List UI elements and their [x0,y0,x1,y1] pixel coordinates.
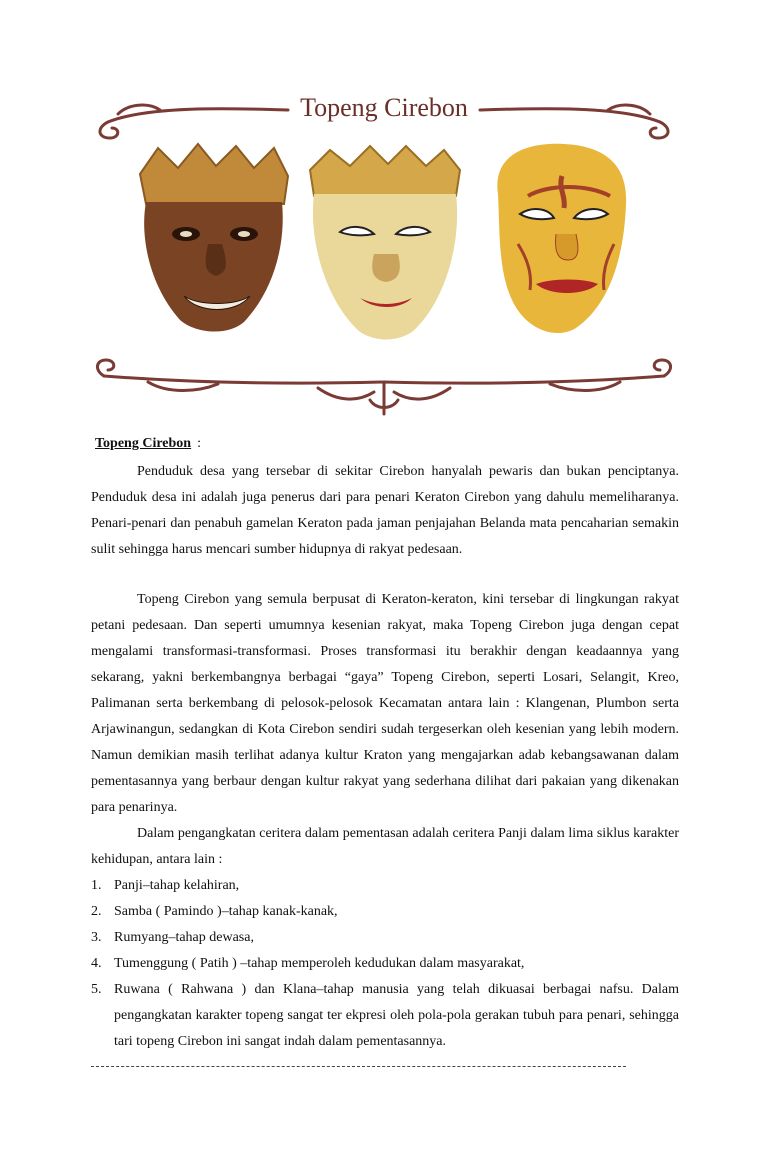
list-item [91,977,679,1055]
cream-mask [310,146,460,340]
section-title: Topeng Cirebon [95,436,192,451]
list-number: 5. [91,982,102,997]
paragraph-2: Topeng Cirebon yang semula berpusat di Keraton-keraton, kini tersebar di lingkungan rakyat petani pedesaan. Dan seperti umumnya kesenian rakyat, maka Topeng Cirebon juga dengan cepat mengalami transformasi-transformasi. Proses transformasi itu berakhir dengan keadaannya yang sekarang, yakni berkembangnya berbagai “gaya” Topeng Cirebon, seperti Losari, Selangit, Kreo, Palimanan serta berkembang di pelosok-pelosok Kecamatan antara lain : Klangenan, Plumbon serta Arjawinangun, sedangkan di Kota Cirebon sendiri sudah tergeserkan oleh kesenian yang lebih modern. Namun demikian masih terlihat adanya kultur Kraton yang mengajarkan adab kebangsawanan dalam pementasannya yang berbaur dengan kultur rakyat yang sederhana dilihat dari pakaian yang dikenakan para penarinya. [91,592,679,815]
body-text [91,459,679,1055]
list-text: Rumyang–tahap dewasa, [114,930,254,945]
section-heading [95,436,201,452]
list-text: Ruwana ( Rahwana ) dan Klana–tahap manusia yang telah dikuasai berbagai nafsu. Dalam pengangkatan karakter topeng sangat ter ekpresi oleh pola-pola gerakan tubuh para penari, sehingga tari topeng Cirebon ini sangat indah dalam pementasannya. [114,982,679,1049]
list-item [91,925,679,951]
section-colon: : [197,436,201,451]
topeng-banner [88,84,680,429]
paragraph-spacer [91,563,679,587]
list-number: 1. [91,878,102,893]
list-text: Tumenggung ( Patih ) –tahap memperoleh kedudukan dalam masyarakat, [114,956,525,971]
list-item [91,873,679,899]
list-number: 3. [91,930,102,945]
list-number: 4. [91,956,102,971]
character-list [91,873,679,1055]
list-text: Panji–tahap kelahiran, [114,878,240,893]
banner-title: Topeng Cirebon [300,93,468,122]
paragraph-3: Dalam pengangkatan ceritera dalam pementasan adalah ceritera Panji dalam lima siklus karakter kehidupan, antara lain : [91,826,679,867]
dashed-divider [91,1066,626,1067]
list-number: 2. [91,904,102,919]
paragraph-1: Penduduk desa yang tersebar di sekitar Cirebon hanyalah pewaris dan bukan penciptanya. Penduduk desa ini adalah juga penerus dari para penari Keraton Cirebon yang dahulu memeliharanya. Penari-penari dan penabuh gamelan Keraton pada jaman penjajahan Belanda mata pencaharian semakin sulit sehingga harus mencari sumber hidupnya di rakyat pedesaan. [91,464,679,557]
bottom-ornament [97,360,670,414]
yellow-red-mask [497,144,626,333]
dark-brown-mask [140,144,288,332]
list-text: Samba ( Pamindo )–tahap kanak-kanak, [114,904,338,919]
list-item [91,951,679,977]
list-item [91,899,679,925]
